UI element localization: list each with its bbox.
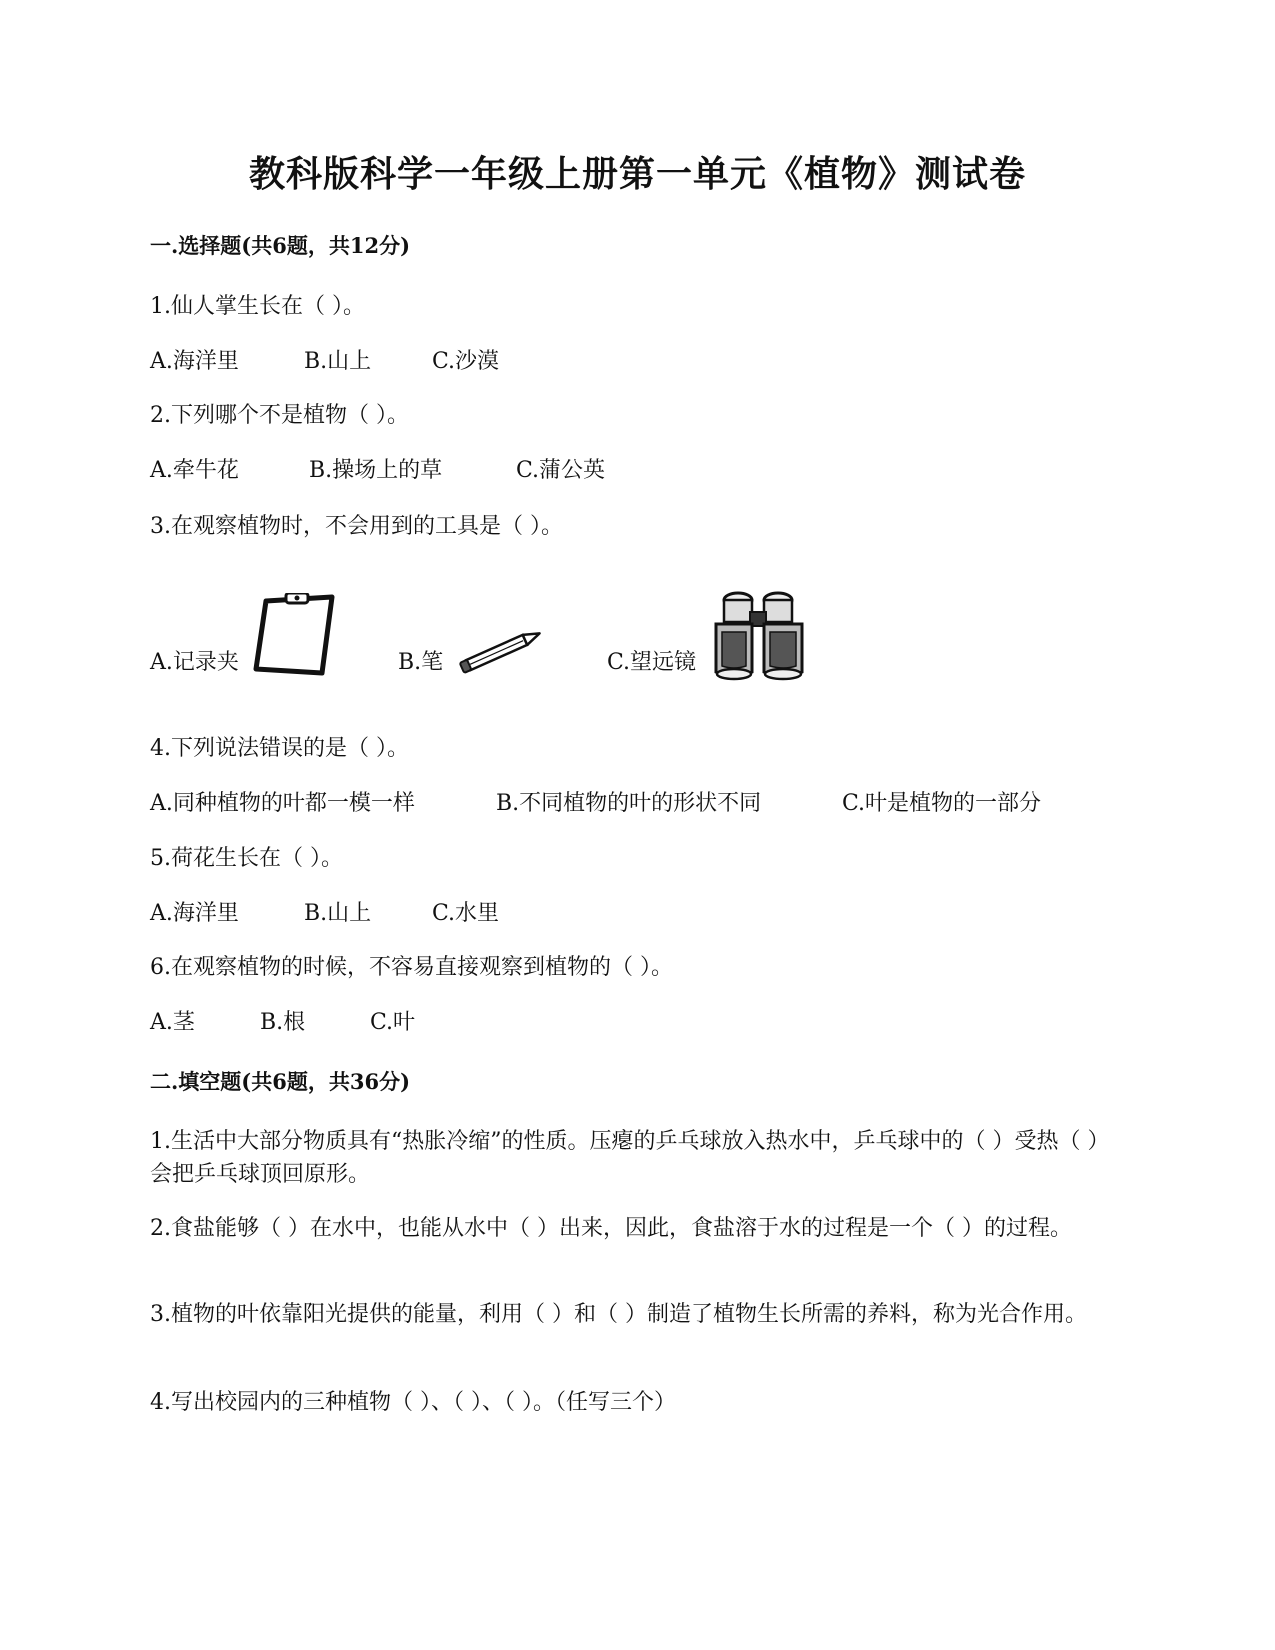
question-5-stem: 5.荷花生长在（ ）。 <box>150 846 343 871</box>
fill-question-1: 1.生活中大部分物质具有“热胀冷缩”的性质。压瘪的乒乓球放入热水中，乒乓球中的（ ）受热（ ）会把乒乓球顶回原形。 <box>150 1129 1110 1187</box>
option-a: A.记录夹 <box>150 650 239 675</box>
option-b: B.根 <box>260 1010 306 1035</box>
question-6-stem: 6.在观察植物的时候，不容易直接观察到植物的（ ）。 <box>150 955 673 980</box>
fill-question-4: 4.写出校园内的三种植物（ ）、（ ）、（ ）。（任写三个） <box>150 1390 676 1415</box>
option-c: C.沙漠 <box>432 349 500 374</box>
option-a: A.牵牛花 <box>150 458 239 483</box>
clipboard-icon <box>252 593 342 679</box>
option-a: A.茎 <box>150 1010 195 1035</box>
option-b: B.笔 <box>398 650 444 675</box>
fill-question-2: 2.食盐能够（ ）在水中，也能从水中（ ）出来，因此，食盐溶于水的过程是一个（ ）的过程。 <box>150 1216 1072 1241</box>
option-c: C.叶是植物的一部分 <box>842 791 1042 816</box>
option-c: C.蒲公英 <box>516 458 606 483</box>
page-title: 教科版科学一年级上册第一单元《植物》测试卷 <box>248 153 1026 195</box>
option-b: B.山上 <box>304 349 372 374</box>
option-b: B.山上 <box>304 901 372 926</box>
option-a: A.同种植物的叶都一模一样 <box>150 791 415 816</box>
option-c: C.望远镜 <box>607 650 697 675</box>
question-2-options <box>150 453 605 484</box>
pencil-icon <box>455 625 547 675</box>
option-b: B.不同植物的叶的形状不同 <box>496 791 762 816</box>
question-1-options <box>150 344 499 375</box>
question-3-stem: 3.在观察植物时，不会用到的工具是（ ）。 <box>150 514 563 539</box>
section-heading-choice: 一.选择题(共6题，共12分) <box>150 233 411 258</box>
question-2-stem: 2.下列哪个不是植物（ ）。 <box>150 403 409 428</box>
binoculars-icon <box>708 588 810 684</box>
option-a: A.海洋里 <box>150 901 239 926</box>
question-1-stem: 1.仙人掌生长在（ ）。 <box>150 294 365 319</box>
option-c: C.叶 <box>370 1010 416 1035</box>
section-heading-fill-blank: 二.填空题(共6题，共36分) <box>150 1069 411 1094</box>
question-4-stem: 4.下列说法错误的是（ ）。 <box>150 736 409 761</box>
option-a: A.海洋里 <box>150 349 239 374</box>
option-b: B.操场上的草 <box>309 458 443 483</box>
fill-question-3: 3.植物的叶依靠阳光提供的能量，利用（ ）和（ ）制造了植物生长所需的养料，称为光合作用。 <box>150 1302 1087 1327</box>
question-6-options <box>150 1005 415 1036</box>
option-c: C.水里 <box>432 901 500 926</box>
question-4-options <box>150 786 1041 817</box>
question-5-options <box>150 896 499 927</box>
